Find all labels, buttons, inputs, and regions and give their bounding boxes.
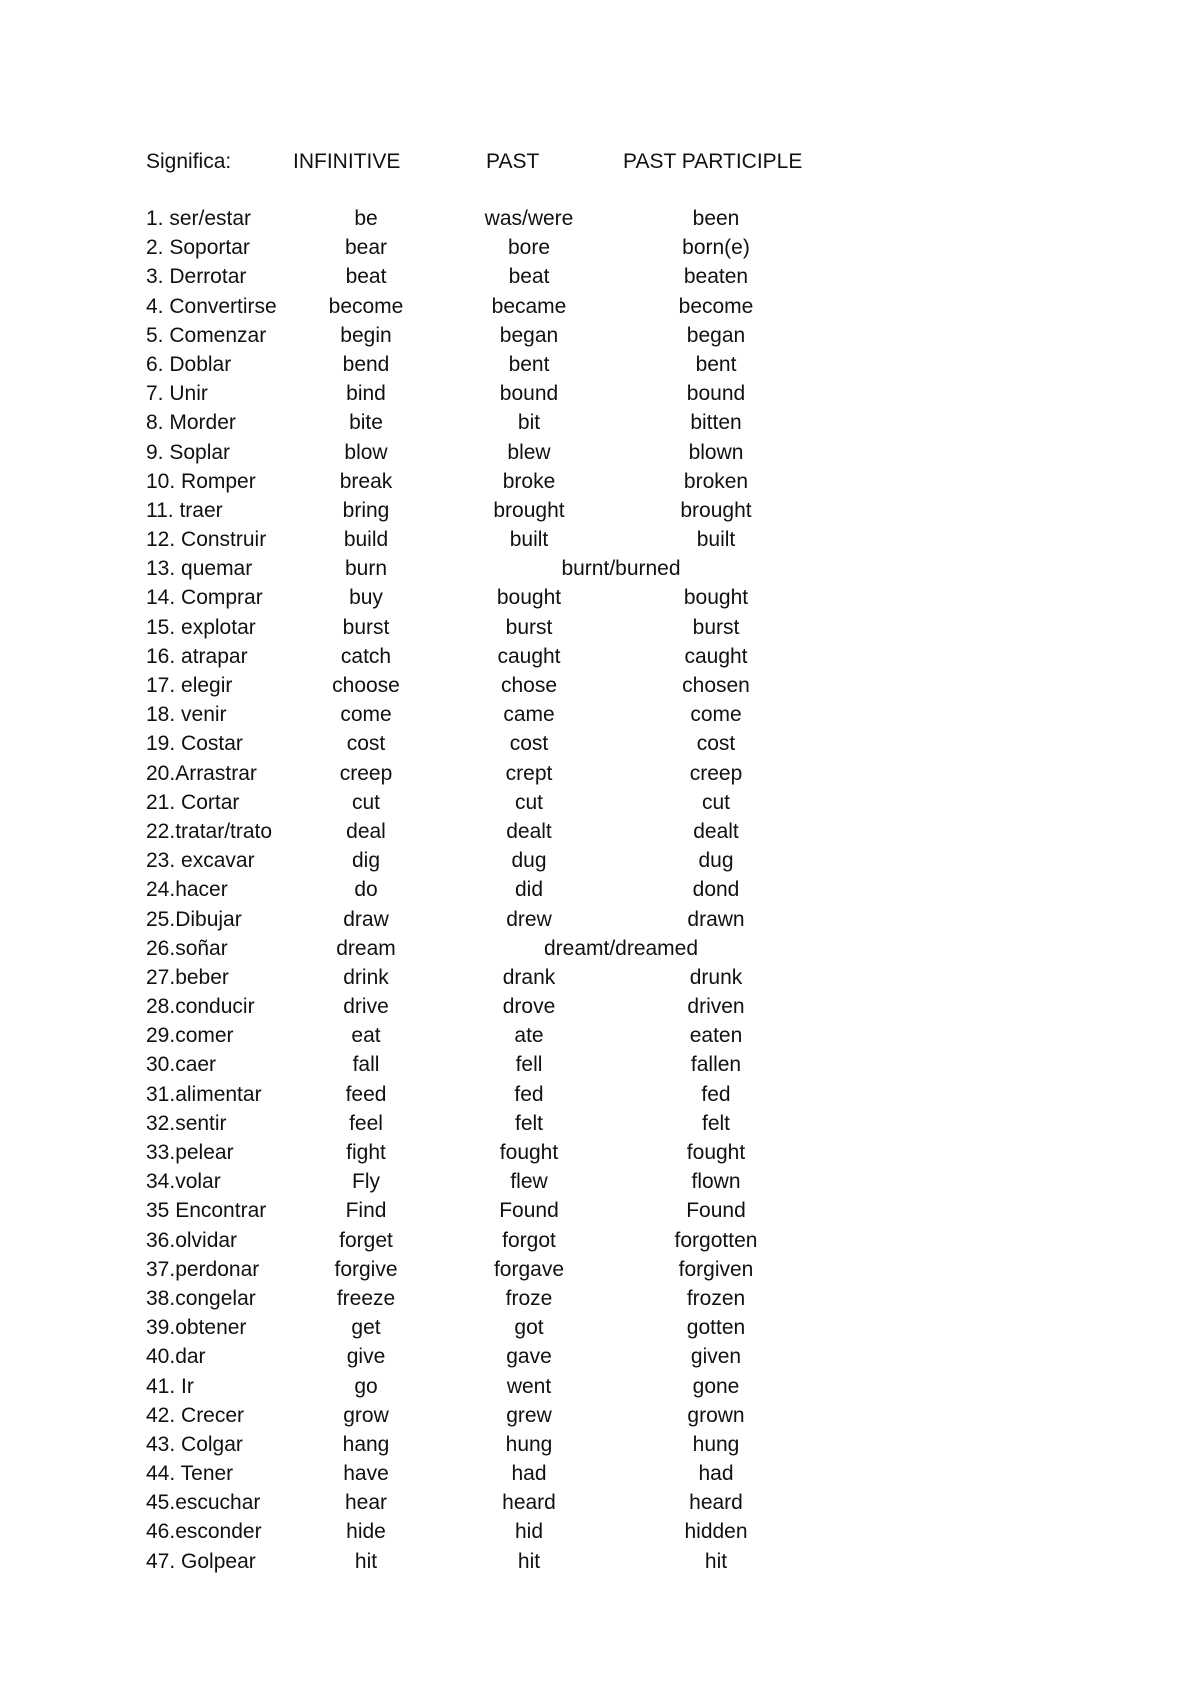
- infinitive: drive: [343, 995, 389, 1019]
- infinitive: Find: [345, 1199, 387, 1223]
- table-row: [0, 292, 1200, 321]
- past: dug: [511, 849, 547, 873]
- past-participle: brought: [680, 498, 752, 522]
- past-participle: had: [698, 1462, 734, 1486]
- infinitive: beat: [345, 265, 387, 289]
- table-row: [0, 846, 1200, 875]
- table-row: [0, 525, 1200, 554]
- past-and-participle: burnt/burned: [561, 557, 681, 581]
- spanish-meaning: 41. Ir: [146, 1374, 194, 1398]
- spanish-meaning: 5. Comenzar: [146, 323, 267, 347]
- table-row: [0, 788, 1200, 817]
- infinitive: deal: [346, 819, 386, 843]
- table-row: [0, 467, 1200, 496]
- infinitive: choose: [332, 674, 400, 697]
- header-past-participle: PAST PARTICIPLE: [623, 150, 803, 173]
- spanish-meaning: 11. traer: [146, 498, 223, 522]
- past-participle: frozen: [686, 1286, 746, 1310]
- table-row: [0, 963, 1200, 992]
- past: blew: [507, 440, 551, 464]
- infinitive: come: [340, 703, 392, 727]
- spanish-meaning: 8. Morder: [146, 411, 236, 435]
- past-participle: bound: [686, 382, 746, 406]
- past-participle: given: [690, 1345, 742, 1369]
- spanish-meaning: 6. Doblar: [146, 352, 232, 376]
- past: hit: [517, 1549, 541, 1573]
- infinitive: Fly: [352, 1170, 380, 1194]
- past: forgave: [493, 1257, 565, 1281]
- table-row: [0, 642, 1200, 671]
- past: drew: [506, 907, 552, 931]
- table-row: [0, 233, 1200, 262]
- table-row: [0, 934, 1200, 963]
- spanish-meaning: 24.hacer: [146, 878, 228, 902]
- past-participle: flown: [691, 1170, 741, 1194]
- past-participle: driven: [687, 995, 745, 1019]
- spanish-meaning: 15. explotar: [146, 615, 256, 639]
- past: drove: [502, 995, 556, 1019]
- past-participle: chosen: [682, 674, 750, 697]
- past-participle: eaten: [689, 1024, 743, 1048]
- past-participle: began: [686, 323, 746, 347]
- table-row: [0, 262, 1200, 291]
- table-row: [0, 700, 1200, 729]
- table-row: [0, 1138, 1200, 1167]
- past: forgot: [502, 1228, 556, 1252]
- infinitive: become: [328, 294, 404, 318]
- infinitive: fall: [352, 1053, 380, 1077]
- spanish-meaning: 38.congelar: [146, 1286, 256, 1310]
- past: flew: [510, 1170, 548, 1194]
- past: bound: [499, 382, 559, 406]
- table-row: [0, 1109, 1200, 1138]
- past: brought: [493, 498, 565, 522]
- past: fell: [515, 1053, 543, 1077]
- spanish-meaning: 21. Cortar: [146, 790, 240, 814]
- spanish-meaning: 25.Dibujar: [146, 907, 242, 931]
- past-participle: fought: [686, 1141, 746, 1164]
- infinitive: burst: [342, 615, 390, 639]
- past-participle: creep: [689, 761, 743, 785]
- table-row: [0, 321, 1200, 350]
- infinitive: burn: [344, 557, 388, 581]
- header-significa: Significa:: [146, 150, 232, 173]
- infinitive: catch: [340, 644, 392, 668]
- infinitive: eat: [351, 1024, 381, 1048]
- table-row: [0, 583, 1200, 612]
- past: froze: [505, 1286, 553, 1310]
- infinitive: give: [346, 1345, 386, 1369]
- past-participle: cut: [701, 790, 731, 814]
- table-row: [0, 1430, 1200, 1459]
- infinitive: creep: [339, 761, 393, 785]
- table-row: [0, 992, 1200, 1021]
- past-participle: gotten: [686, 1316, 746, 1340]
- past: bore: [507, 236, 551, 260]
- infinitive: forget: [339, 1228, 393, 1252]
- table-row: [0, 204, 1200, 233]
- table-row: [0, 438, 1200, 467]
- past: began: [499, 323, 559, 347]
- infinitive: feel: [349, 1111, 383, 1135]
- past-participle: caught: [684, 644, 748, 668]
- table-header: [0, 147, 1200, 177]
- spanish-meaning: 22.tratar/trato: [146, 819, 273, 843]
- table-row: [0, 379, 1200, 408]
- infinitive: drink: [343, 965, 389, 989]
- past: cut: [514, 790, 544, 814]
- past: went: [506, 1374, 552, 1398]
- infinitive: dig: [351, 849, 381, 873]
- infinitive: bend: [342, 352, 390, 376]
- infinitive: do: [354, 878, 378, 902]
- spanish-meaning: 29.comer: [146, 1024, 234, 1048]
- infinitive: bind: [346, 382, 386, 406]
- spanish-meaning: 34.volar: [146, 1170, 221, 1194]
- past: bent: [508, 352, 550, 376]
- table-row: [0, 1313, 1200, 1342]
- table-row: [0, 1547, 1200, 1576]
- past-participle: bitten: [690, 411, 742, 435]
- table-row: [0, 496, 1200, 525]
- past-participle: Found: [686, 1199, 746, 1223]
- spanish-meaning: 12. Construir: [146, 528, 267, 552]
- table-row: [0, 1488, 1200, 1517]
- spanish-meaning: 40.dar: [146, 1345, 206, 1369]
- infinitive: hang: [342, 1432, 390, 1456]
- table-row: [0, 875, 1200, 904]
- table-row: [0, 1167, 1200, 1196]
- past-participle: been: [692, 207, 740, 230]
- table-row: [0, 1080, 1200, 1109]
- spanish-meaning: 20.Arrastrar: [146, 761, 257, 785]
- spanish-meaning: 26.soñar: [146, 936, 228, 960]
- past: built: [509, 528, 549, 552]
- table-row: [0, 554, 1200, 583]
- infinitive: cost: [346, 732, 386, 756]
- infinitive: forgive: [334, 1257, 398, 1281]
- past: fed: [514, 1082, 544, 1106]
- infinitive: be: [354, 207, 378, 230]
- spanish-meaning: 1. ser/estar: [146, 207, 252, 230]
- past: ate: [514, 1024, 544, 1048]
- past-and-participle: dreamt/dreamed: [543, 936, 699, 960]
- header-infinitive: INFINITIVE: [293, 150, 401, 173]
- spanish-meaning: 10. Romper: [146, 469, 256, 493]
- spanish-meaning: 17. elegir: [146, 674, 233, 697]
- past-participle: dug: [698, 849, 734, 873]
- past: crept: [505, 761, 553, 785]
- infinitive: fight: [346, 1141, 386, 1164]
- past: hung: [505, 1432, 553, 1456]
- past: heard: [502, 1491, 556, 1515]
- past-participle: fallen: [690, 1053, 742, 1077]
- spanish-meaning: 45.escuchar: [146, 1491, 261, 1515]
- table-row: [0, 817, 1200, 846]
- infinitive: bring: [342, 498, 390, 522]
- table-row: [0, 1401, 1200, 1430]
- past-participle: hung: [692, 1432, 740, 1456]
- past: felt: [514, 1111, 544, 1135]
- spanish-meaning: 35 Encontrar: [146, 1199, 267, 1223]
- spanish-meaning: 42. Crecer: [146, 1403, 245, 1427]
- table-row: [0, 613, 1200, 642]
- table-row: [0, 1517, 1200, 1546]
- past-participle: cost: [696, 732, 736, 756]
- past: bought: [496, 586, 562, 610]
- spanish-meaning: 36.olvidar: [146, 1228, 238, 1252]
- past-participle: born(e): [682, 236, 750, 260]
- spanish-meaning: 27.beber: [146, 965, 229, 989]
- past: fought: [499, 1141, 559, 1164]
- table-row: [0, 1255, 1200, 1284]
- past-participle: hit: [704, 1549, 728, 1573]
- past-participle: come: [690, 703, 742, 727]
- spanish-meaning: 30.caer: [146, 1053, 217, 1077]
- infinitive: bear: [344, 236, 388, 260]
- spanish-meaning: 47. Golpear: [146, 1549, 256, 1573]
- infinitive: go: [354, 1374, 378, 1398]
- past: caught: [497, 644, 561, 668]
- past: was/were: [484, 207, 574, 230]
- spanish-meaning: 2. Soportar: [146, 236, 250, 260]
- table-row: [0, 1284, 1200, 1313]
- past: bit: [517, 411, 541, 435]
- past: broke: [502, 469, 556, 493]
- spanish-meaning: 23. excavar: [146, 849, 255, 873]
- spanish-meaning: 4. Convertirse: [146, 294, 277, 318]
- table-row: [0, 1372, 1200, 1401]
- past: beat: [508, 265, 550, 289]
- past: became: [491, 294, 567, 318]
- past-participle: grown: [687, 1403, 745, 1427]
- past-participle: heard: [689, 1491, 743, 1515]
- past-participle: hidden: [684, 1520, 748, 1544]
- past-participle: blown: [688, 440, 744, 464]
- past-participle: drawn: [687, 907, 745, 931]
- table-row: [0, 1050, 1200, 1079]
- table-row: [0, 671, 1200, 700]
- spanish-meaning: 33.pelear: [146, 1141, 234, 1164]
- infinitive: break: [339, 469, 393, 493]
- infinitive: cut: [351, 790, 381, 814]
- past: hid: [514, 1520, 544, 1544]
- infinitive: begin: [340, 323, 392, 347]
- verb-table: [0, 204, 1200, 1576]
- table-row: [0, 350, 1200, 379]
- infinitive: buy: [349, 586, 383, 610]
- spanish-meaning: 9. Soplar: [146, 440, 231, 464]
- table-row: [0, 759, 1200, 788]
- past: burst: [505, 615, 553, 639]
- spanish-meaning: 44. Tener: [146, 1462, 234, 1486]
- past: drank: [502, 965, 556, 989]
- infinitive: dream: [336, 936, 396, 960]
- infinitive: bite: [349, 411, 383, 435]
- table-row: [0, 1459, 1200, 1488]
- infinitive: hit: [354, 1549, 378, 1573]
- infinitive: freeze: [336, 1286, 396, 1310]
- spanish-meaning: 13. quemar: [146, 557, 253, 581]
- spanish-meaning: 19. Costar: [146, 732, 243, 756]
- past-participle: forgiven: [678, 1257, 754, 1281]
- past: dealt: [506, 819, 552, 843]
- spanish-meaning: 37.perdonar: [146, 1257, 260, 1281]
- past-participle: fed: [701, 1082, 731, 1106]
- past: got: [514, 1316, 544, 1340]
- past-participle: drunk: [689, 965, 743, 989]
- infinitive: draw: [343, 907, 389, 931]
- past: did: [514, 878, 544, 902]
- infinitive: have: [343, 1462, 389, 1486]
- infinitive: grow: [343, 1403, 389, 1427]
- spanish-meaning: 46.esconder: [146, 1520, 262, 1544]
- past-participle: bought: [683, 586, 749, 610]
- past: chose: [500, 674, 558, 697]
- past: cost: [509, 732, 549, 756]
- spanish-meaning: 16. atrapar: [146, 644, 248, 668]
- spanish-meaning: 18. venir: [146, 703, 227, 727]
- infinitive: feed: [345, 1082, 387, 1106]
- past: grew: [506, 1403, 552, 1427]
- table-row: [0, 729, 1200, 758]
- infinitive: hear: [344, 1491, 388, 1515]
- table-row: [0, 1342, 1200, 1371]
- past-participle: burst: [692, 615, 740, 639]
- past: came: [503, 703, 555, 727]
- infinitive: hide: [346, 1520, 386, 1544]
- past-participle: broken: [683, 469, 749, 493]
- past: had: [511, 1462, 547, 1486]
- past-participle: bent: [695, 352, 737, 376]
- spanish-meaning: 39.obtener: [146, 1316, 247, 1340]
- spanish-meaning: 3. Derrotar: [146, 265, 247, 289]
- spanish-meaning: 32.sentir: [146, 1111, 227, 1135]
- table-row: [0, 1196, 1200, 1225]
- spanish-meaning: 7. Unir: [146, 382, 208, 406]
- spanish-meaning: 43. Colgar: [146, 1432, 243, 1456]
- table-row: [0, 905, 1200, 934]
- past: Found: [499, 1199, 559, 1223]
- past-participle: built: [696, 528, 736, 552]
- spanish-meaning: 14. Comprar: [146, 586, 263, 610]
- past-participle: forgotten: [674, 1228, 758, 1252]
- past-participle: dond: [692, 878, 740, 902]
- table-row: [0, 1226, 1200, 1255]
- spanish-meaning: 31.alimentar: [146, 1082, 262, 1106]
- header-past: PAST: [486, 150, 540, 173]
- past-participle: become: [678, 294, 754, 318]
- past-participle: beaten: [683, 265, 749, 289]
- past: gave: [506, 1345, 552, 1369]
- spanish-meaning: 28.conducir: [146, 995, 255, 1019]
- past-participle: gone: [692, 1374, 740, 1398]
- infinitive: get: [351, 1316, 381, 1340]
- table-row: [0, 1021, 1200, 1050]
- past-participle: dealt: [693, 819, 739, 843]
- infinitive: blow: [344, 440, 388, 464]
- infinitive: build: [343, 528, 389, 552]
- table-row: [0, 408, 1200, 437]
- past-participle: felt: [701, 1111, 731, 1135]
